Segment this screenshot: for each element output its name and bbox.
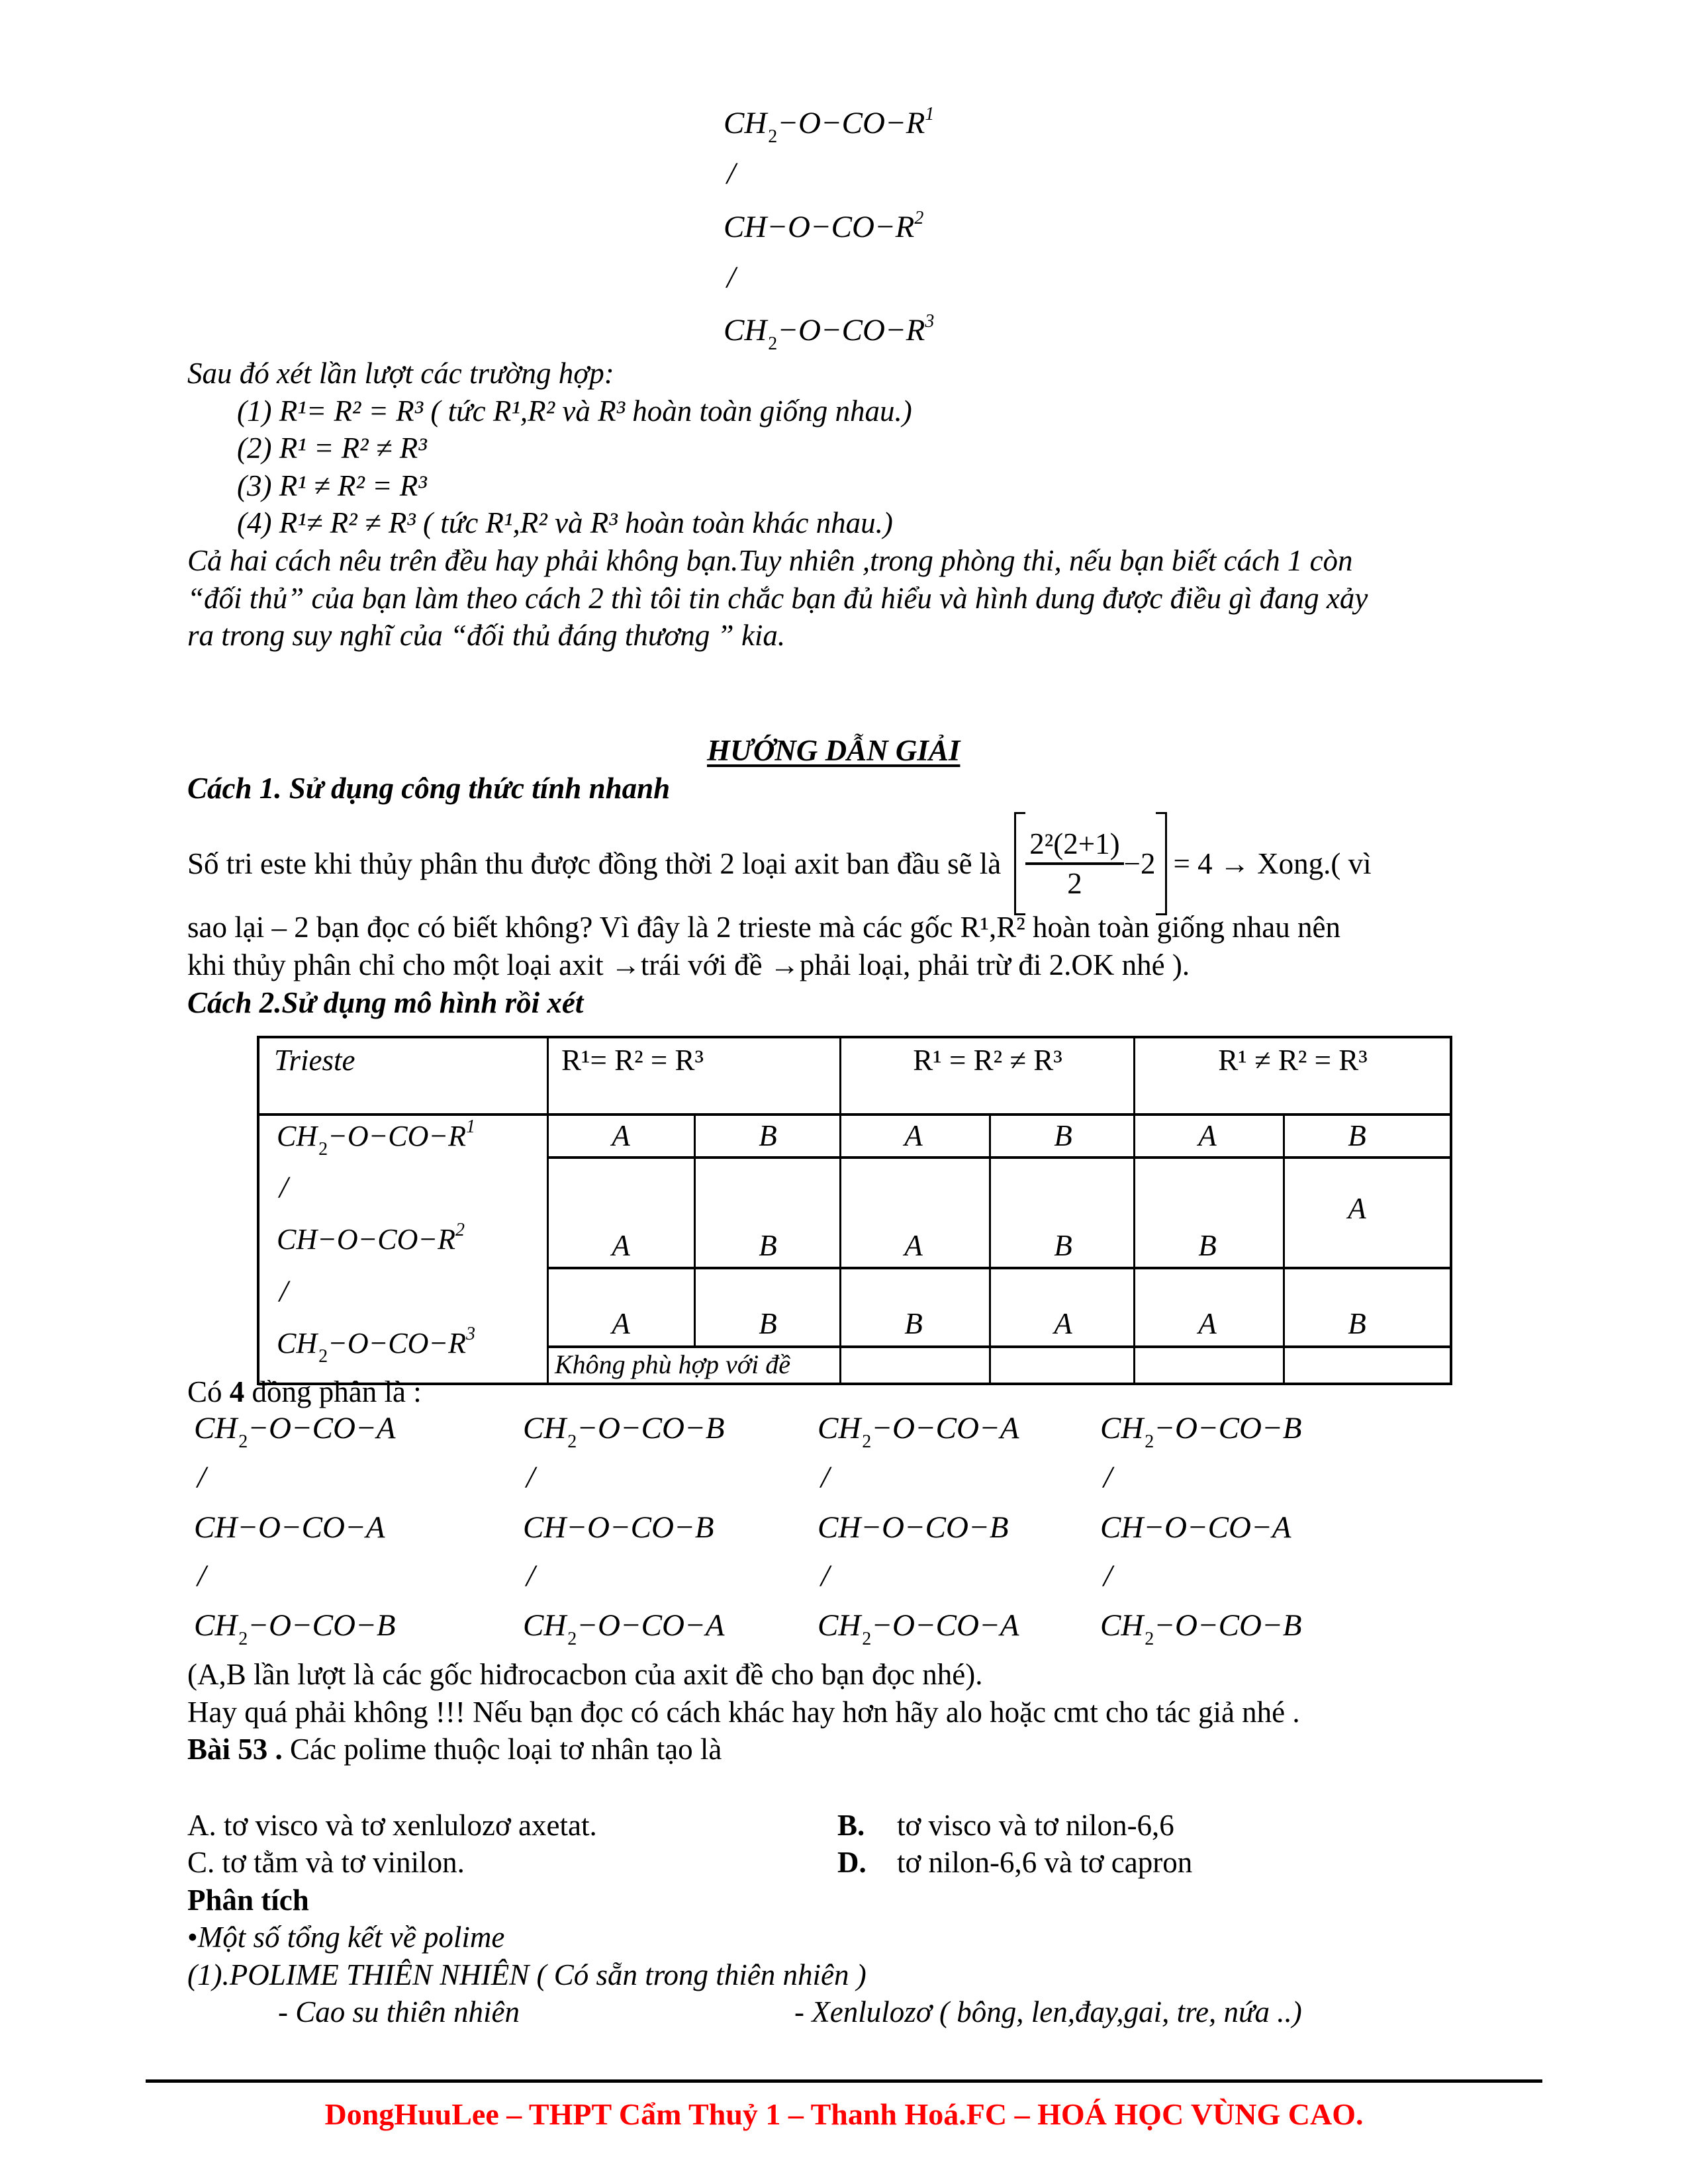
footer-rule xyxy=(146,2079,1542,2083)
bond-slash: / xyxy=(526,1460,536,1494)
table-cell: A xyxy=(904,1229,923,1262)
left-bracket xyxy=(1014,812,1025,915)
option-c: C. tơ tằm và tơ vinilon. xyxy=(187,1846,465,1879)
table-divider xyxy=(259,1113,1450,1116)
formula-line-2: $CH-O-CO-R^2$ xyxy=(724,208,924,244)
analysis-item: - Xenlulozơ ( bông, len,đay,gai, tre, nứa ..) xyxy=(794,1995,1302,2028)
table-header-case-1: R¹= R² = R³ xyxy=(561,1044,704,1077)
option-b: B. tơ visco và tơ nilon-6,6 xyxy=(837,1809,1174,1842)
isomer-3-line-3: $CH_2-O-CO-A$ xyxy=(818,1608,1019,1649)
isomer-2-line-1: $CH_2-O-CO-B$ xyxy=(523,1411,725,1452)
option-d: D. tơ nilon-6,6 và tơ capron xyxy=(837,1846,1193,1879)
isomer-2-line-3: $CH_2-O-CO-A$ xyxy=(523,1608,725,1649)
case-3: (3) R¹ ≠ R² = R³ xyxy=(237,469,427,502)
table-divider xyxy=(547,1156,1450,1159)
table-row-label-2: $CH-O-CO-R^2$ xyxy=(277,1220,465,1255)
table-divider xyxy=(1283,1113,1285,1383)
table-cell: A xyxy=(612,1119,630,1152)
isomer-1-line-2: CH−O−CO−A xyxy=(194,1510,385,1545)
question-stem: Bài 53 . Các polime thuộc loại tơ nhân tạo là xyxy=(187,1733,722,1766)
bond-slash: / xyxy=(197,1460,207,1494)
fraction: $\frac{\text{2²(2+1)}}{2}$ xyxy=(1025,825,1123,902)
bond-slash: / xyxy=(1103,1460,1113,1494)
right-bracket xyxy=(1156,812,1167,915)
table-cell: B xyxy=(1054,1119,1072,1152)
isomers-intro: Có 4 đồng phân là : xyxy=(187,1375,422,1408)
table-cell: B xyxy=(759,1229,777,1262)
table-cell: B xyxy=(1348,1119,1366,1152)
table-cell: A xyxy=(612,1307,630,1340)
case-1: (1) R¹= R² = R³ ( tức R¹,R² và R³ hoàn toàn giống nhau.) xyxy=(237,394,912,428)
page-footer: DongHuuLee – THPT Cẩm Thuỷ 1 – Thanh Hoá.FC – HOÁ HỌC VÙNG CAO. xyxy=(324,2097,1364,2131)
table-cell: A xyxy=(904,1119,923,1152)
isomer-4-line-2: CH−O−CO−A xyxy=(1100,1510,1291,1545)
table-cell: B xyxy=(1054,1229,1072,1262)
bond-slash: / xyxy=(727,156,736,191)
table-row-label-1: $CH_2-O-CO-R^1$ xyxy=(277,1116,475,1160)
option-a: A. tơ visco và tơ xenlulozơ axetat. xyxy=(187,1809,597,1842)
isomer-4-line-3: $CH_2-O-CO-B$ xyxy=(1100,1608,1302,1649)
isomer-1-line-1: $CH_2-O-CO-A$ xyxy=(194,1411,396,1452)
table-row-label-3: $CH_2-O-CO-R^3$ xyxy=(277,1324,475,1367)
method1-formula-line: Số tri este khi thủy phân thu được đồng thời 2 loại axit ban đầu sẽ là $\frac{\text{2²(2+1)}}{2}$ −2 = 4 → Xong.( vì xyxy=(187,811,1372,917)
bond-slash: / xyxy=(279,1170,289,1205)
note-line: Hay quá phải không !!! Nếu bạn đọc có cách khác hay hơn hãy alo hoặc cmt cho tác giả nhé . xyxy=(187,1696,1300,1729)
method2-title: Cách 2.Sử dụng mô hình rồi xét xyxy=(187,986,584,1019)
table-cell: B xyxy=(1198,1229,1217,1262)
method1-explanation: sao lại – 2 bạn đọc có biết không? Vì đây là 2 trieste mà các gốc R¹,R² hoàn toàn giống nhau nên xyxy=(187,911,1340,944)
analysis-item: - Cao su thiên nhiên xyxy=(278,1995,520,2028)
analysis-summary: •Một số tổng kết về polime xyxy=(187,1921,505,1954)
table-header-case-2: R¹ = R² ≠ R³ xyxy=(913,1044,1062,1077)
method1-explanation: khi thủy phân chỉ cho một loại axit →trái với đề →phải loại, phải trừ đi 2.OK nhé ). xyxy=(187,948,1190,981)
paragraph-line: Cả hai cách nêu trên đều hay phải không bạn.Tuy nhiên ,trong phòng thi, nếu bạn biết cách 1 còn xyxy=(187,544,1353,577)
isomer-3-line-2: CH−O−CO−B xyxy=(818,1510,1009,1545)
analysis-title: Phân tích xyxy=(187,1884,309,1917)
bond-slash: / xyxy=(727,260,736,295)
table-cell: A xyxy=(1054,1307,1072,1340)
table-cell: B xyxy=(759,1119,777,1152)
bond-slash: / xyxy=(526,1559,536,1593)
bullet-icon: • xyxy=(187,1921,198,1954)
table-corner-label: Trieste xyxy=(274,1044,355,1077)
table-footnote: Không phù hợp với đề xyxy=(555,1349,790,1379)
paragraph-line: ra trong suy nghĩ của “đối thủ đáng thương ” kia. xyxy=(187,619,786,652)
cases-intro: Sau đó xét lần lượt các trường hợp: xyxy=(187,357,614,390)
isomer-3-line-1: $CH_2-O-CO-A$ xyxy=(818,1411,1019,1452)
case-2: (2) R¹ = R² ≠ R³ xyxy=(237,432,427,465)
formula-line-1: $CH_2-O-CO-R^1$ xyxy=(724,104,935,147)
table-cell: B xyxy=(904,1307,923,1340)
formula-line-3: $CH_2-O-CO-R^3$ xyxy=(724,311,935,354)
table-cell: A xyxy=(1198,1119,1217,1152)
bond-slash: / xyxy=(821,1559,830,1593)
bond-slash: / xyxy=(1103,1559,1113,1593)
table-cell: B xyxy=(759,1307,777,1340)
method1-title: Cách 1. Sử dụng công thức tính nhanh xyxy=(187,772,671,805)
bond-slash: / xyxy=(821,1460,830,1494)
table-cell: A xyxy=(612,1229,630,1262)
table-divider xyxy=(547,1267,1450,1269)
isomer-2-line-2: CH−O−CO−B xyxy=(523,1510,714,1545)
table-cell: A xyxy=(1348,1192,1366,1225)
bond-slash: / xyxy=(279,1274,289,1308)
table-cell: A xyxy=(1198,1307,1217,1340)
analysis-section-1: (1).POLIME THIÊN NHIÊN ( Có sẵn trong thiên nhiên ) xyxy=(187,1958,867,1991)
table-cell: B xyxy=(1348,1307,1366,1340)
bond-slash: / xyxy=(197,1559,207,1593)
isomer-1-line-3: $CH_2-O-CO-B$ xyxy=(194,1608,396,1649)
trieste-table xyxy=(257,1036,1452,1385)
note-line: (A,B lần lượt là các gốc hiđrocacbon của axit đề cho bạn đọc nhé). xyxy=(187,1658,983,1691)
isomer-4-line-1: $CH_2-O-CO-B$ xyxy=(1100,1411,1302,1452)
solution-heading: HƯỚNG DẪN GIẢI xyxy=(707,734,961,767)
paragraph-line: “đối thủ” của bạn làm theo cách 2 thì tôi tin chắc bạn đủ hiểu và hình dung được điều gì đang xảy xyxy=(187,582,1368,615)
table-header-case-3: R¹ ≠ R² = R³ xyxy=(1218,1044,1368,1077)
case-4: (4) R¹≠ R² ≠ R³ ( tức R¹,R² và R³ hoàn toàn khác nhau.) xyxy=(237,506,893,539)
